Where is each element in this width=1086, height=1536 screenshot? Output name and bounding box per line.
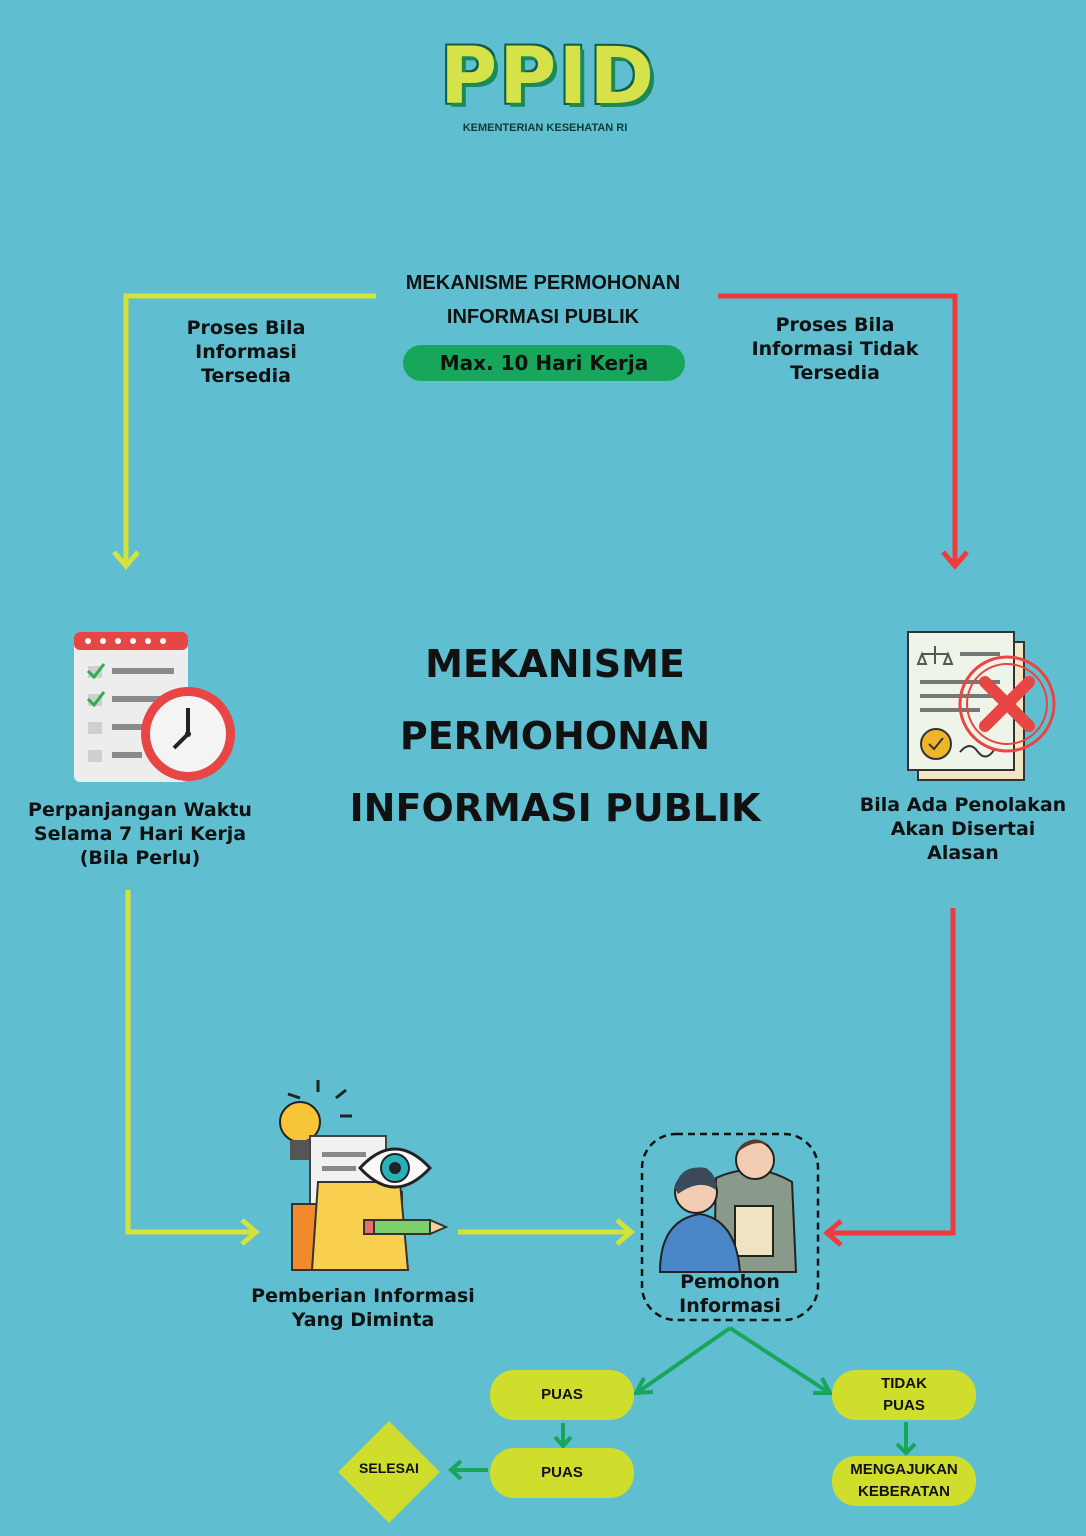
not-satisfied-line-1: TIDAK [881,1375,927,1392]
center-title-line-1: MEKANISME [425,642,685,686]
extension-step-line-1: Perpanjangan Waktu [28,799,252,821]
satisfied-node: PUAS [490,1370,634,1420]
header-title-line-2: INFORMASI PUBLIK [446,306,640,328]
rejection-step-line-1: Bila Ada Penolakan [859,794,1067,816]
provision-step-label [240,1284,486,1332]
applicant-step-line-2: Informasi [679,1295,781,1317]
applicant-step-line-1: Pemohon [680,1271,780,1293]
unavailable-branch-line-1: Proses Bila [775,314,895,336]
extension-step-label [20,798,260,870]
center-title [330,628,780,844]
provision-step-line-1: Pemberian Informasi [251,1285,475,1307]
available-branch-line-3: Tersedia [201,365,291,387]
unavailable-branch-label [735,313,935,385]
header-title [370,266,716,334]
available-branch-label [156,316,336,388]
extension-step-line-3: (Bila Perlu) [79,847,201,869]
available-path-bottom [128,890,255,1232]
center-title-line-2: PERMOHONAN [399,714,711,758]
unavailable-branch-line-2: Informasi Tidak [751,338,919,360]
objection-node [832,1456,976,1506]
deadline-badge: Max. 10 Hari Kerja [403,345,685,381]
rejection-step-line-3: Alasan [927,842,999,864]
finish-node [335,1418,443,1526]
ppid-logo: PPID [440,32,657,122]
available-branch-line-2: Informasi [195,341,297,363]
rejection-step-line-2: Akan Disertai [890,818,1036,840]
objection-line-2: KEBERATAN [858,1483,950,1500]
calendar-clock-icon [74,632,235,782]
header-title-line-1: MEKANISME PERMOHONAN [405,272,681,294]
extension-step-line-2: Selama 7 Hari Kerja [33,823,247,845]
rejection-step-label [850,793,1076,865]
applicant-to-not-satisfied-path [730,1328,828,1392]
unavailable-path-bottom [828,908,953,1233]
objection-line-1: MENGAJUKAN [850,1461,958,1478]
not-satisfied-line-2: PUAS [883,1397,925,1414]
center-title-line-3: INFORMASI PUBLIK [349,786,761,830]
folder-information-icon [280,1080,446,1270]
applicant-to-satisfied-path [638,1328,730,1392]
satisfied-next-node: PUAS [490,1448,634,1498]
provision-step-line-2: Yang Diminta [291,1309,435,1331]
applicant-step-label [660,1270,800,1318]
logo-subtitle: KEMENTERIAN KESEHATAN RI [462,122,628,134]
not-satisfied-node [832,1370,976,1420]
unavailable-branch-line-3: Tersedia [790,362,880,384]
rejected-document-icon [908,632,1054,780]
available-branch-line-1: Proses Bila [186,317,306,339]
finish-label: SELESAI [359,1460,419,1476]
